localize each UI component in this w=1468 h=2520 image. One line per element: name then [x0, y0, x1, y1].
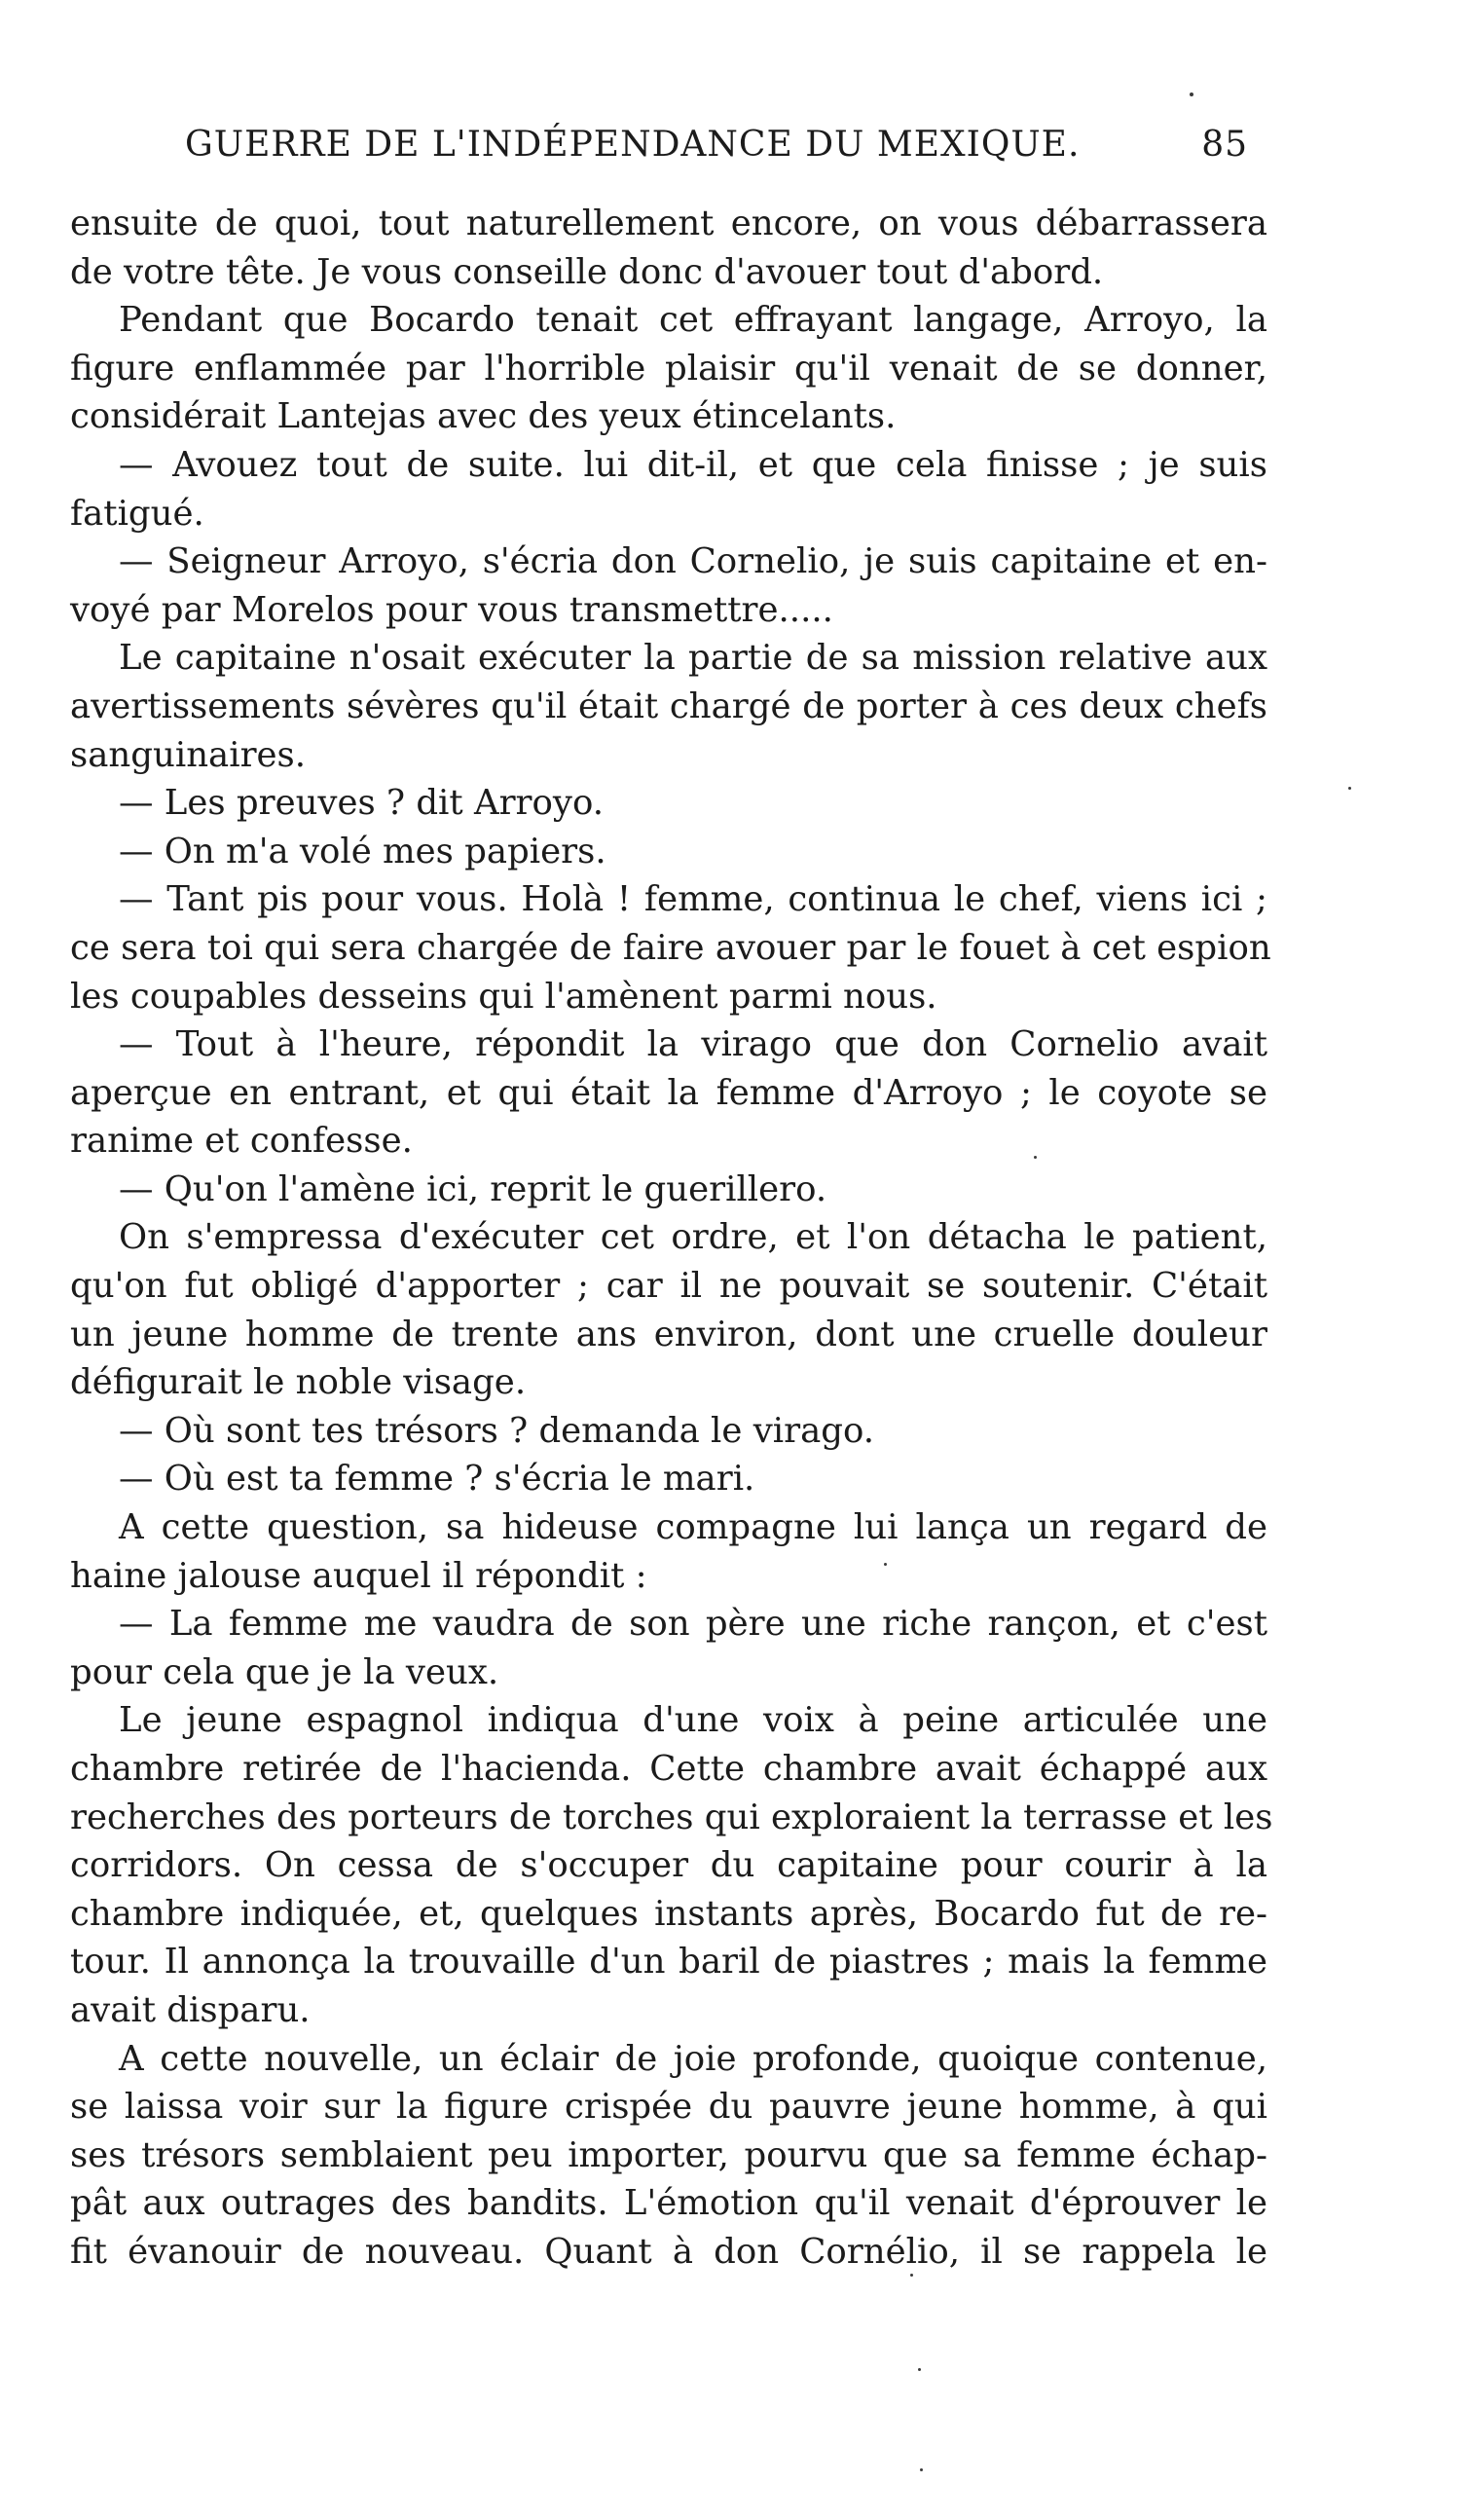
text-line: — La femme me vaudra de son père une riche rançon, et c'est — [119, 1604, 1267, 1645]
text-line: les coupables desseins qui l'amènent parmi nous. — [70, 976, 937, 1017]
ink-speck — [920, 2468, 923, 2471]
text-line: Le capitaine n'osait exécuter la partie de sa mission relative aux — [119, 638, 1267, 679]
text-line: — Tant pis pour vous. Holà ! femme, continua le chef, viens ici ; — [119, 879, 1267, 920]
text-line: un jeune homme de trente ans environ, dont une cruelle douleur — [70, 1314, 1267, 1354]
text-line: voyé par Morelos pour vous transmettre..... — [70, 589, 833, 630]
text-line: — Les preuves ? dit Arroyo. — [119, 783, 604, 824]
text-line: — Tout à l'heure, répondit la virago que don Cornelio avait — [119, 1024, 1267, 1065]
text-line: figure enflammée par l'horrible plaisir qu'il venait de se donner, — [70, 348, 1267, 389]
ink-speck — [910, 2274, 913, 2277]
text-line: aperçue en entrant, et qui était la femme d'Arroyo ; le coyote se — [70, 1072, 1267, 1113]
ink-speck — [1348, 787, 1351, 790]
text-line: fit évanouir de nouveau. Quant à don Cornélio, il se rappela le — [70, 2231, 1267, 2272]
page-number: 85 — [1201, 125, 1248, 165]
text-line: ses trésors semblaient peu importer, pourvu que sa femme échap- — [70, 2134, 1267, 2175]
text-line: — Seigneur Arroyo, s'écria don Cornelio, je suis capitaine et en- — [119, 541, 1267, 582]
text-line: ce sera toi qui sera chargée de faire avouer par le fouet à cet espion — [70, 927, 1271, 968]
text-line: avait disparu. — [70, 1989, 311, 2030]
text-line: tour. Il annonça la trouvaille d'un baril de piastres ; mais la femme — [70, 1942, 1267, 1983]
ink-speck — [1190, 93, 1193, 96]
text-line: chambre indiquée, et, quelques instants après, Bocardo fut de re- — [70, 1893, 1267, 1934]
text-line: ranime et confesse. — [70, 1121, 413, 1162]
text-line: — Où est ta femme ? s'écria le mari. — [119, 1459, 755, 1500]
text-line: défigurait le noble visage. — [70, 1362, 527, 1403]
running-title: GUERRE DE L'INDÉPENDANCE DU MEXIQUE. — [185, 125, 1081, 165]
text-line: sanguinaires. — [70, 734, 307, 775]
text-line: Pendant que Bocardo tenait cet effrayant langage, Arroyo, la — [119, 300, 1267, 341]
text-line: avertissements sévères qu'il était chargé de porter à ces deux chefs — [70, 686, 1267, 726]
text-line: corridors. On cessa de s'occuper du capitaine pour courir à la — [70, 1845, 1267, 1886]
text-line: A cette question, sa hideuse compagne lui lança un regard de — [119, 1507, 1267, 1548]
text-line: pât aux outrages des bandits. L'émotion qu'il venait d'éprouver le — [70, 2183, 1267, 2224]
text-line: pour cela que je la veux. — [70, 1651, 499, 1692]
text-line: chambre retirée de l'hacienda. Cette chambre avait échappé aux — [70, 1749, 1267, 1789]
text-line: recherches des porteurs de torches qui exploraient la terrasse et les — [70, 1797, 1273, 1837]
ink-speck — [1034, 1156, 1037, 1159]
ink-speck — [884, 1563, 887, 1566]
text-line: considérait Lantejas avec des yeux étincelants. — [70, 396, 897, 437]
text-line: Le jeune espagnol indiqua d'une voix à peine articulée une — [119, 1700, 1267, 1741]
running-header — [185, 125, 1248, 173]
text-line: se laissa voir sur la figure crispée du pauvre jeune homme, à qui — [70, 2087, 1267, 2128]
text-line: A cette nouvelle, un éclair de joie profonde, quoique contenue, — [119, 2038, 1267, 2079]
ink-speck — [918, 2368, 921, 2371]
text-line: de votre tête. Je vous conseille donc d'avouer tout d'abord. — [70, 251, 1104, 292]
text-line: — Qu'on l'amène ici, reprit le guerillero. — [119, 1168, 827, 1209]
text-line: — Avouez tout de suite. lui dit-il, et que cela finisse ; je suis — [119, 444, 1267, 485]
text-line: On s'empressa d'exécuter cet ordre, et l'on détacha le patient, — [119, 1217, 1267, 1258]
body-text — [70, 200, 1273, 2277]
text-line: fatigué. — [70, 493, 204, 534]
text-line: ensuite de quoi, tout naturellement encore, on vous débarrassera — [70, 204, 1267, 243]
text-line: — Où sont tes trésors ? demanda le virago. — [119, 1410, 874, 1451]
text-line: haine jalouse auquel il répondit : — [70, 1555, 647, 1596]
text-line: qu'on fut obligé d'apporter ; car il ne pouvait se soutenir. C'était — [70, 1266, 1267, 1307]
text-line: — On m'a volé mes papiers. — [119, 831, 606, 871]
